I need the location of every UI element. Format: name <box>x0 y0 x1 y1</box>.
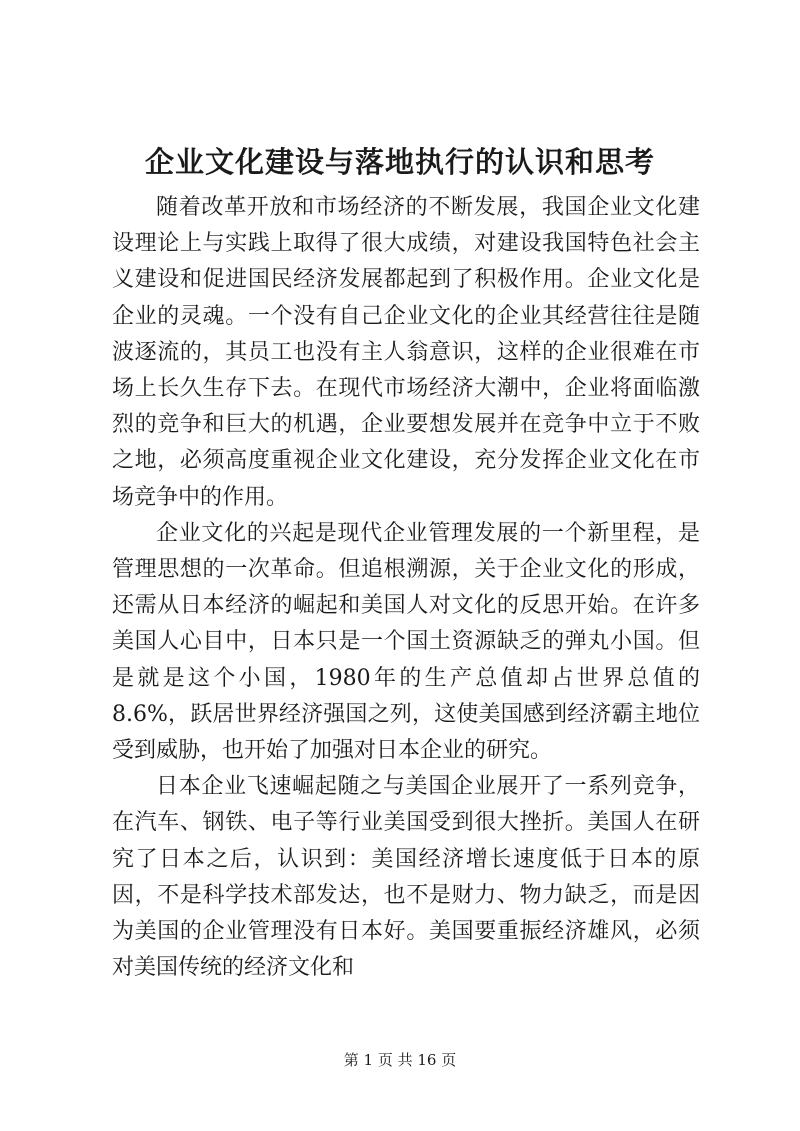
paragraph-2: 企业文化的兴起是现代企业管理发展的一个新里程，是管理思想的一次革命。但追根溯源，关于企业文化的形成，还需从日本经济的崛起和美国人对文化的反思开始。在许多美国人心目中，日本只是一个国土资源缺乏的弹丸小国。但是就是这个小国，1980年的生产总值却占世界总值的8.6%，跃居世界经济强国之列，这使美国感到经济霸主地位受到威胁，也开始了加强对日本企业的研究。 <box>112 520 700 764</box>
page-footer: 第 1 页 共 16 页 <box>343 1051 457 1069</box>
document-body <box>112 190 700 986</box>
document-title: 企业文化建设与落地执行的认识和思考 <box>144 145 655 179</box>
paragraph-1: 随着改革开放和市场经济的不断发展，我国企业文化建设理论上与实践上取得了很大成绩，对建设我国特色社会主义建设和促进国民经济发展都起到了积极作用。企业文化是企业的灵魂。一个没有自己企业文化的企业其经营往往是随波逐流的，其员工也没有主人翁意识，这样的企业很难在市场上长久生存下去。在现代市场经济大潮中，企业将面临激烈的竞争和巨大的机遇，企业要想发展并在竞争中立于不败之地，必须高度重视企业文化建设，充分发挥企业文化在市场竞争中的作用。 <box>112 195 700 510</box>
paragraph-3: 日本企业飞速崛起随之与美国企业展开了一系列竞争，在汽车、钢铁、电子等行业美国受到很大挫折。美国人在研究了日本之后，认识到：美国经济增长速度低于日本的原因，不是科学技术部发达，也不是财力、物力缺乏，而是因为美国的企业管理没有日本好。美国要重振经济雄风，必须对美国传统的经济文化和 <box>112 774 700 981</box>
